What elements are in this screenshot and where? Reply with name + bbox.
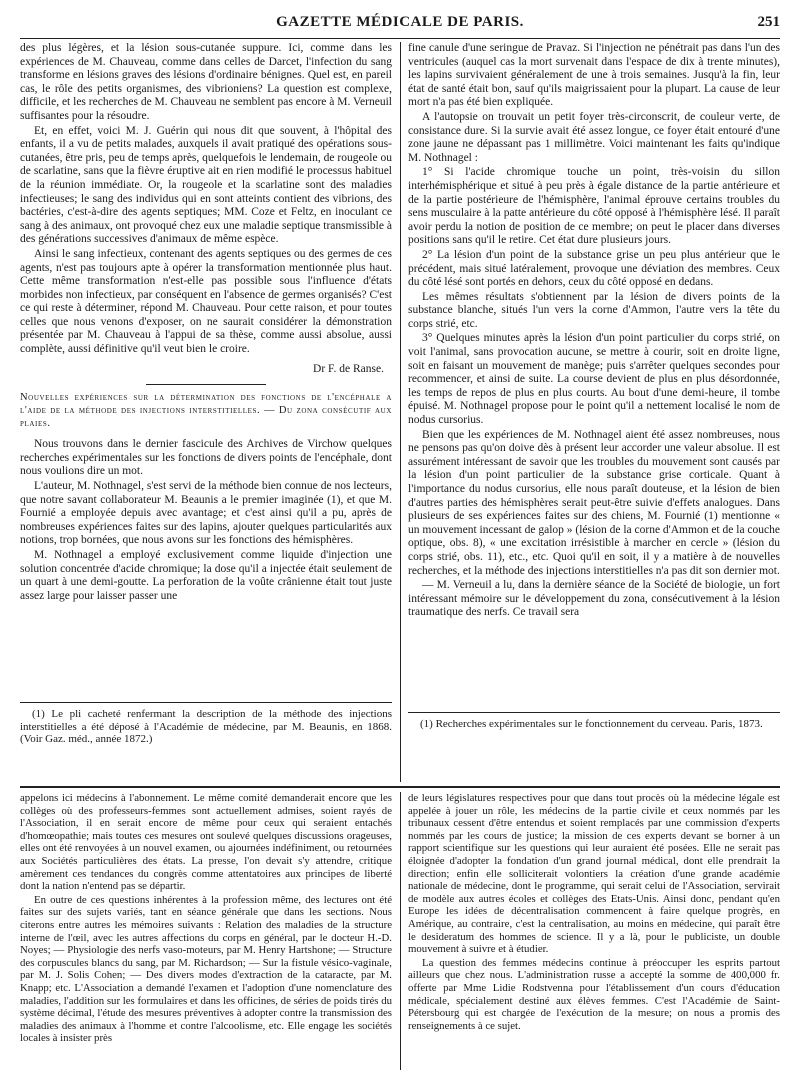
paragraph: Bien que les expériences de M. Nothnagel aient été assez nombreuses, nous ne pensons pas qu'on doive dès à présent leur accorder une valeur absolue. Il est assurément intéressant de savoir que les troubles du mouvement sont causés par la lésion d'un point particulier de la substance grise corticale. Quant à l'importance du nodus cursorius, elle nous paraît douteuse, et la lésion de bien d'autres parties des hémisphères serait peut-être suivie d'effets analogues. Dans plusieurs de ses expériences faites sur des chiens, M. Fournié (1) mentionne « un mouvement incessant de galop » (lésion de la corne d'Ammon et de la couche optique, obs. 8), « une excitation irrésistible à marcher en cercle » (lésion du corps strié, obs. 11), etc., etc. Quoi qu'il en soit, il y a matière à de nouvelles recherches, et la méthode des injections interstitielles n'a pas dit son dernier mot. — [408, 428, 780, 577]
paragraph: Les mêmes résultats s'obtiennent par la lésion de divers points de la substance blanche, situés l'un vers la corne d'Ammon, l'autre vers la tête du corps strié, etc. — [408, 290, 780, 330]
footnote-rule — [408, 712, 780, 713]
paragraph: fine canule d'une seringue de Pravaz. Si l'injection ne pénétrait pas dans l'un des ventricules (auquel cas la mort survenait dans l'espace de dix à trente minutes), les lapins survivaient généralement de une à trois semaines. Jusqu'à la fin, leur état de santé était bon, sauf qu'ils maigrissaient pour la plupart. La cause de leur mort n'a pas été bien expliquée. — [408, 42, 780, 109]
header-rule — [20, 38, 780, 39]
paragraph: — M. Verneuil a lu, dans la dernière séance de la Société de biologie, un fort intéressant mémoire sur le développement du zona, consécutivement à la lésion traumatique des nerfs. Ce travail sera — [408, 579, 780, 619]
lower-right-column — [408, 792, 780, 1033]
section-divider — [146, 384, 266, 385]
lower-left-column — [20, 792, 392, 1046]
running-title: GAZETTE MÉDICALE DE PARIS. — [276, 14, 524, 30]
author-signature: Dr F. de Ranse. — [313, 362, 384, 375]
column-divider — [400, 42, 401, 782]
paragraph: de leurs législatures respectives pour que dans tout procès où la médecine légale est appelée à jouer un rôle, les médecins de la partie civile et ceux nommés par les tribunaux cessent d'être entendus et soient remplacés par une commission d'experts nommés par les cours de justice; la mission de ces experts devant se borner à un rapport scientifique sur les questions qui leur auraient été posées. Elle ne serait pas éloignée d'adopter la fondation d'un grand journal médical, dont elle prendrait la direction; enfin elle solliciterait volontiers la création d'une grande académie nationale de médecine, dont le programme, qui serait celui de l'Association, servirait de modèle aux autres écoles et collèges des Etats-Unis. Ainsi donc, pendant qu'en Europe les idées de décentralisation commencent à faire quelque progrès, en Amérique, au contraire, c'est la centralisation, au moins en médecine, qui paraît être le desideratum des hommes de science. Il y a là, pour le publiciste, un double mouvement à suivre et à étudier. — [408, 792, 780, 956]
section-separator — [20, 786, 780, 788]
paragraph: Nous trouvons dans le dernier fascicule des Archives de Virchow quelques recherches expérimentales sur les fonctions de divers points de l'encéphale, dont nous voulions dire un mot. — [20, 438, 392, 478]
paragraph: L'auteur, M. Nothnagel, s'est servi de la méthode bien connue de nos lecteurs, que notre savant collaborateur M. Beaunis a le premier imaginée (1), et que M. Fournié a employée depuis avec avantage; et c'est ainsi qu'il a pu, après de nombreuses expériences faites sur des lapins, ajouter quelques particularités aux notions, trop bornées, que nous avons sur les fonctions des hémisphères. — [20, 480, 392, 547]
section-title: Nouvelles expériences sur la détermination des fonctions de l'encéphale a l'aide de la méthode des injections interstitielles. — Du zona consécutif aux plaies. — [20, 392, 392, 430]
column-divider — [400, 792, 401, 1070]
page-header — [20, 14, 780, 34]
upper-right-column — [408, 42, 780, 621]
paragraph: En outre de ces questions inhérentes à la profession même, des lectures ont été faites sur des sujets variés, tant en séance générale que dans les sections. Nous citerons entre autres les mémoires suivants : Relation des maladies de la structure interne de l'œil, avec les autres affections du corps en général, par le docteur H.-D. Noyes; — Physiologie des nerfs vaso-moteurs, par M. Henry Hartshone; — Structure des corpuscules blancs du sang, par M. Richardson; — Sur la fistule vésico-vaginale, par M. J. Solis Cohen; — Des divers modes d'extraction de la cataracte, par M. Knapp; etc. L'Association a demandé l'examen et l'adoption d'une nomenclature des maladies, l'addition sur les formulaires et dans les officines, de séries de poids tirés du système décimal, l'étude des mesures préventives à adopter contre la transmission des maladies des animaux à l'homme et contre l'alcoolisme, etc. Elle engage les sociétés locales à insister près — [20, 893, 392, 1045]
paragraph: 3° Quelques minutes après la lésion d'un point particulier du corps strié, on voit l'animal, sans provocation aucune, se mettre à courir, soit en droite ligne, soit en faisant un mouvement de manège; puis s'arrêter quelques secondes pour recommencer, et ainsi de suite. La course devient de plus en plus désordonnée, les temps de repos de plus en plus courts. Au bout d'une demi-heure, il tombe épuisé. M. Nothnagel propose pour le point qu'il a nettement localisé le nom de nodus cursorius. — [408, 332, 780, 427]
upper-left-column — [20, 42, 392, 604]
paragraph: A l'autopsie on trouvait un petit foyer très-circonscrit, de couleur verte, de consistance dure. Si la survie avait été assez longue, ce foyer était entouré d'une zone jaune ne dépassant pas 1 millimètre. Voici maintenant les faits qu'indique M. Nothnagel : — [408, 110, 780, 164]
left-footnote: (1) Le pli cacheté renfermant la description de la méthode des injections interstitielles a été déposé à l'Académie de médecine, par M. Beaunis, en 1868. (Voir Gaz. méd., année 1872.) — [20, 708, 392, 745]
paragraph: 2° La lésion d'un point de la substance grise un peu plus antérieur que le précédent, mais situé latéralement, provoque une déviation des membres. Ceux du côté lésé sont portés en dehors, ceux du côté opposé en dedans. — [408, 248, 780, 289]
paragraph: Ainsi le sang infectieux, contenant des agents septiques ou des germes de ces agents, n'est pas toujours apte à opérer la transformation mentionnée plus haut. Cette même transformation n'est-elle pas possible sous l'influence d'états morbides non infectieux, par conséquent en l'absence de germes organisés? C'est ce qui reste à déterminer, répond M. Chauveau. Pour cette raison, et pour toutes celles que nous venons d'exposer, on ne saurait considérer la démonstration présentée par M. Chauveau à l'appui de sa thèse, comme aussi absolue, aussi complète, aussi définitive qu'il veut bien le croire. — [20, 247, 392, 356]
paragraph: La question des femmes médecins continue à préoccuper les esprits partout ailleurs que chez nous. L'administration russe a accepté la somme de 400,000 fr. offerte par Mme Lidie Rodstvenna pour l'établissement d'un cours d'éducation médicale, spécialement destiné aux élèves femmes. C'est l'Académie de Saint-Pétersbourg qui est chargée de l'exécution de la mesure; on nous a promis des renseignements à ce sujet. — [408, 956, 780, 1032]
page-number: 251 — [757, 14, 780, 30]
paragraph: des plus légères, et la lésion sous-cutanée suppure. Ici, comme dans les expériences de M. Chauveau, comme dans celles de Darcet, l'infection du sang transforme en lésions graves des lésions d'ordinaire bénignes. Quel est, en pareil cas, le rôle des petits organismes, des vibrioniens? La question est complexe, difficile, et les recherches de M. Chauveau ne semblent pas encore à M. Verneuil suffisantes pour la résoudre. — [20, 42, 392, 122]
paragraph: Et, en effet, voici M. J. Guérin qui nous dit que souvent, à l'hôpital des enfants, il a vu de petits malades, auxquels il avait pratiqué des opérations sous-cutanées, être pris, peu de temps après, quelquefois le lendemain, de rougeole ou de scarlatine, sans que la fièvre éruptive ait en rien modifié le processus habituel de la réunion immédiate. Or, la rougeole et la scarlatine sont des maladies infectieuses; le sang des individus qui en sont atteints contient des vibrions, des bactéries, c'est-à-dire des agents septiques; MM. Coze et Feltz, en inoculant ce sang à des animaux, ont provoqué chez eux une maladie septique transmissible à des générations successives d'animaux de même espèce. — [20, 124, 392, 246]
paragraph: M. Nothnagel a employé exclusivement comme liquide d'injection une solution concentrée d'acide chromique; la dose qu'il a injectée était seulement de un quart à une demi-goutte. La perforation de la voûte crânienne était tout juste assez large pour laisser passer une — [20, 549, 392, 602]
paragraph: 1° Si l'acide chromique touche un point, très-voisin du sillon interhémisphérique et situé à peu près à égale distance de la partie antérieure et de la partie postérieure de l'hémisphère, l'animal éprouve certains troubles du sens musculaire à la patte antérieure du côté opposé à l'hémisphère lésé. Il paraît avoir perdu la notion de position de ce membre; on peut le placer dans diverses positions sans qu'il le retire. Cet état dure plusieurs jours. — [408, 166, 780, 247]
footnote-rule — [20, 702, 392, 703]
right-footnote: (1) Recherches expérimentales sur le fonctionnement du cerveau. Paris, 1873. — [420, 718, 763, 730]
paragraph: appelons ici médecins à l'abonnement. Le même comité demanderait encore que les collèges où des professeurs-femmes sont actuellement admises, soient rayés de l'Association, il en serait encore de même pour ceux qui seraient entachés d'homœopathie; mais toutes ces mesures ont soulevé quelques discussions orageuses, elles ont été renvoyées à un nouvel examen, ou ajournées indéfiniment, ou retournées aux Sociétés particulières des états. La presse, l'on devait s'y attendre, critique amèrement ces tendances du congrès comme attentatoires aux principes de liberté dont la nation n'entend pas se départir. — [20, 792, 392, 893]
